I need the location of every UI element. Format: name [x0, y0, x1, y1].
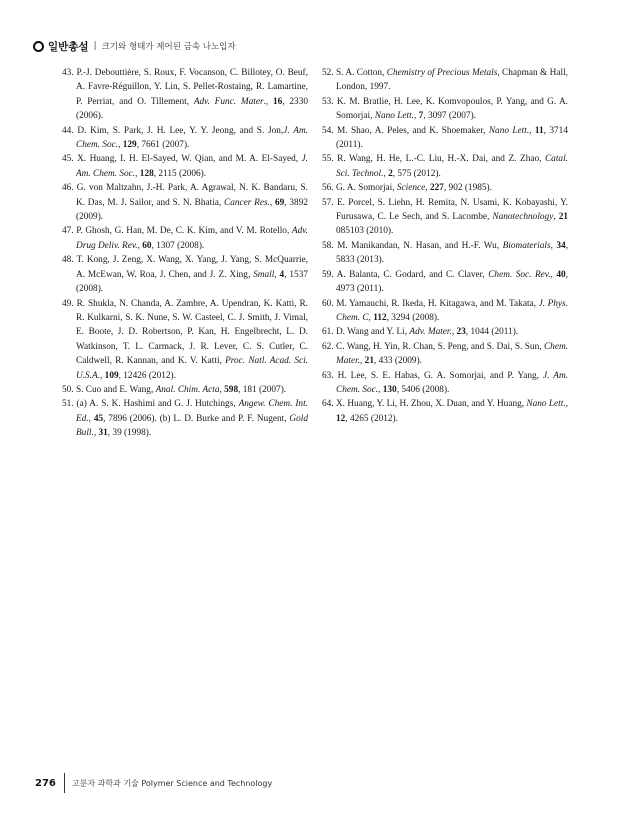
reference-item [322, 325, 568, 339]
reference-journal: Nano Lett. [374, 111, 415, 122]
reference-pages-year: , 1537 (2008). [76, 269, 308, 295]
header-separator: | [93, 41, 97, 51]
reference-volume: 112 [373, 312, 387, 323]
reference-volume: 34 [556, 240, 566, 251]
reference-journal: J. Am. Chem. Soc. [76, 125, 308, 151]
reference-number: 61. [322, 327, 336, 338]
running-header [33, 38, 236, 54]
reference-pages-year: , Chapman & Hall, London, 1997. [336, 68, 568, 93]
reference-punct: , [425, 183, 430, 194]
reference-volume: 21 [558, 212, 568, 223]
reference-authors: A. Balanta, C. Godard, and C. Claver, [336, 269, 489, 280]
reference-number: 63. [322, 370, 338, 381]
reference-punct: , [360, 356, 365, 367]
reference-authors: R. Wang, H. He, L.-C. Liu, H.-X. Dai, and Z. Zhao, [337, 154, 545, 165]
reference-authors: M. Manikandan, N. Hasan, and H.-F. Wu, [337, 240, 503, 251]
reference-pages-year: , 2115 (2006). [153, 168, 207, 179]
reference-item [62, 253, 308, 296]
reference-journal: Small [253, 269, 275, 280]
reference-item [322, 66, 568, 95]
reference-authors: R. Shukla, N. Chanda, A. Zambre, A. Upendran, K. Katti, R. R. Kulkarni, S. K. Nune, S. W. Casteel, C. J. Smith, J. Vimal, E. Boote, J. D. Robertson, P. Kan, H. Engelbrecht, L. D. Watkinson, T. L. Carmack, J. R. Lever, C. S. Cutler, C. Caldwell, R. Kannan, and K. V. Katti, [76, 298, 309, 367]
page-number: 276 [35, 777, 56, 789]
reference-volume: 21 [364, 356, 374, 367]
reference-number: 54. [322, 125, 337, 136]
reference-pages-year: , 575 (2012). [392, 168, 441, 179]
reference-number: 51. [62, 399, 77, 410]
reference-pages-year: , 902 (1985). [443, 183, 492, 194]
reference-journal: J. Am. Chem. Soc. [76, 154, 308, 179]
reference-volume: 40 [556, 269, 566, 280]
reference-volume: 227 [429, 183, 444, 194]
reference-authors: M. Yamauchi, R. Ikeda, H. Kitagawa, and M. Takata, [336, 298, 539, 309]
reference-pages-year: , 2330 (2006). [76, 96, 308, 122]
reference-pages-year: 085103 (2010). [336, 226, 394, 237]
reference-punct: , [137, 240, 143, 251]
reference-authors: (a) A. S. K. Hashimi and G. J. Hutchings, [76, 399, 239, 410]
reference-journal: Proc. Natl. Acad. Sci. U.S.A. [76, 356, 308, 381]
reference-pages-year: , 7896 (2006). (b) L. D. Burke and P. F. Nugent, [103, 413, 290, 424]
reference-volume: 598 [224, 384, 239, 395]
reference-punct: , [93, 428, 99, 439]
reference-authors: P. Ghosh, G. Han, M. De, C. K. Kim, and V. M. Rotello, [76, 226, 292, 237]
reference-number: 53. [322, 96, 337, 107]
reference-item [322, 397, 568, 426]
reference-punct: , [135, 168, 140, 179]
reference-punct: , [378, 384, 383, 395]
reference-pages-year: , 4973 (2011). [336, 269, 568, 295]
reference-authors: G. von Maltzahn, J.-H. Park, A. Agrawal, N. K. Bandaru, S. K. Das, M. J. Sailor, and S. N. Bhatia, [76, 183, 308, 208]
reference-punct: , [451, 327, 457, 338]
reference-pages-year: , 3714 (2011). [336, 125, 568, 151]
reference-journal: Adv. Drug Deliv. Rev. [76, 226, 308, 251]
reference-volume: 4 [279, 269, 285, 280]
reference-item [322, 196, 568, 239]
article-topic: 크기와 형태가 제어된 금속 나노입자 [101, 42, 236, 52]
reference-number: 46. [62, 183, 77, 194]
reference-pages-year: , 1044 (2011). [465, 327, 519, 338]
running-footer [35, 772, 272, 794]
reference-journal: Chem. Soc. Rev. [488, 269, 551, 280]
reference-pages-year: , 3892 (2009). [76, 197, 308, 223]
reference-volume: 7 [418, 111, 424, 122]
reference-journal: Nano Lett. [526, 399, 566, 410]
reference-item [322, 369, 568, 398]
reference-number: 59. [322, 269, 337, 280]
reference-punct: ., [263, 96, 274, 107]
reference-authors: C. Wang, H. Yin, R. Chan, S. Peng, and S. Dai, S. Sun, [336, 341, 544, 352]
reference-punct: , [100, 370, 105, 381]
reference-number: 62. [322, 341, 337, 352]
reference-number: 58. [322, 240, 338, 251]
reference-punct: , [565, 399, 569, 410]
reference-item [322, 239, 568, 268]
reference-punct: , [118, 140, 123, 151]
reference-item [62, 66, 308, 124]
reference-number: 49. [62, 298, 77, 309]
reference-authors: T. Kong, J. Zeng, X. Wang, X. Yang, J. Yang, S. McQuarrie, A. McEwan, W. Roa, J. Chen, and J. Z. Xing, [76, 255, 308, 280]
reference-number: 43. [62, 68, 77, 78]
reference-volume: 130 [382, 384, 397, 395]
reference-authors: P.-J. Debouttière, S. Roux, F. Vocanson, C. Billotey, O. Beuf, A. Favre-Réguillon, Y. Lin, S. Pellet-Rostaing, R. Lamartine, P. Perriat, and O. Tillement, [76, 68, 308, 107]
reference-item [322, 268, 568, 297]
reference-punct: , [529, 125, 535, 136]
reference-pages-year: , 5833 (2013). [336, 240, 569, 266]
reference-journal: Chem. Mater. [336, 341, 568, 367]
reference-item [62, 224, 308, 253]
reference-number: 55. [322, 154, 338, 165]
reference-volume: 109 [104, 370, 119, 381]
reference-pages-year: , 39 (1998). [107, 428, 152, 439]
reference-pages-year: , 1307 (2008). [151, 240, 205, 251]
reference-journal: J. Phys. Chem. C [336, 298, 568, 323]
references-right-column [322, 66, 568, 426]
reference-volume: 11 [534, 125, 544, 136]
reference-number: 60. [322, 298, 337, 309]
reference-pages-year: , 5406 (2008). [396, 384, 450, 395]
reference-authors: K. M. Bratlie, H. Lee, K. Komvopoulos, P. Yang, and G. A. Somorjai, [336, 96, 568, 122]
reference-item [62, 297, 308, 383]
footer-divider [64, 773, 65, 793]
reference-pages-year: , 3097 (2007). [423, 111, 477, 122]
reference-punct: , [269, 197, 275, 208]
reference-item [322, 124, 568, 153]
reference-pages-year: , 7661 (2007). [136, 140, 190, 151]
reference-authors: X. Huang, Y. Li, H. Zhou, X. Duan, and Y. Huang, [335, 399, 527, 410]
reference-pages-year: , 3294 (2008). [386, 312, 440, 323]
reference-journal: Angew. Chem. Int. Ed. [76, 399, 308, 424]
reference-number: 45. [62, 154, 78, 165]
reference-item [62, 124, 308, 153]
reference-authors: S. Cuo and E. Wang, [75, 384, 156, 395]
journal-name: 고분자 과학과 기술 Polymer Science and Technology [71, 778, 273, 788]
reference-punct: , [219, 384, 225, 395]
reference-number: 56. [322, 183, 336, 194]
reference-volume: 69 [275, 197, 285, 208]
reference-pages-year: , 4265 (2012). [345, 413, 398, 424]
reference-authors: E. Porcel, S. Liehn, H. Remita, N. Usami, K. Kobayashi, Y. Furusawa, C. Le Sech, and S. Lacombe, [336, 197, 569, 223]
reference-item [322, 340, 568, 369]
reference-journal: Nanotechnology [492, 212, 554, 223]
reference-pages-year: , 181 (2007). [238, 384, 287, 395]
reference-pages-year: , 12426 (2012). [118, 370, 176, 381]
reference-punct: , [550, 240, 557, 251]
reference-punct: , [274, 269, 280, 280]
reference-punct: , [88, 413, 94, 424]
reference-item [322, 152, 568, 181]
reference-authors: G. A. Somorjai, [335, 183, 397, 194]
reference-volume: 60 [142, 240, 152, 251]
reference-volume: 128 [139, 168, 154, 179]
section-label: 일반총설 [48, 40, 89, 53]
reference-authors: M. Shao, A. Peles, and K. Shoemaker, [337, 125, 489, 136]
reference-journal: Adv. Mater. [409, 327, 452, 338]
reference-number: 50. [62, 384, 76, 395]
reference-journal: Biomaterials [502, 240, 551, 251]
reference-authors: S. A. Cotton, [336, 68, 387, 78]
reference-number: 57. [322, 197, 337, 208]
reference-number: 47. [62, 226, 77, 237]
reference-journal: Catal. Sci. Technol. [336, 154, 568, 179]
reference-number: 52. [322, 68, 336, 78]
reference-item [62, 181, 308, 224]
reference-journal: Adv. Func. Mater [193, 96, 264, 107]
reference-journal: Chemistry of Precious Metals [386, 68, 498, 78]
reference-volume: 45 [93, 413, 104, 424]
reference-pages-year: , 433 (2009). [373, 356, 422, 367]
reference-journal: J. Am. Chem. Soc. [336, 370, 568, 395]
reference-item [322, 297, 568, 326]
reference-journal: Gold Bull. [76, 413, 308, 439]
reference-journal: Anal. Chim. Acta [155, 384, 220, 395]
reference-item [322, 181, 568, 195]
reference-journal: Cancer Res. [224, 197, 270, 208]
reference-number: 64. [322, 399, 336, 410]
reference-item [62, 383, 308, 397]
reference-item [62, 397, 308, 440]
reference-item [62, 152, 308, 181]
reference-volume: 129 [122, 140, 137, 151]
reference-volume: 12 [336, 413, 346, 424]
reference-volume: 23 [456, 327, 466, 338]
reference-item [322, 95, 568, 124]
reference-volume: 16 [273, 96, 283, 107]
references-left-column [62, 66, 308, 441]
reference-punct: , [368, 312, 374, 323]
reference-volume: 2 [388, 168, 393, 179]
reference-authors: D. Wang and Y. Li, [335, 327, 410, 338]
reference-authors: X. Huang, I. H. El-Sayed, W. Qian, and M. A. El-Sayed, [77, 154, 302, 165]
reference-punct: , [550, 269, 557, 280]
reference-number: 44. [62, 125, 78, 136]
reference-authors: D. Kim, S. Park, J. H. Lee, Y. Y. Jeong, and S. Jon, [77, 125, 284, 136]
reference-punct: , [414, 111, 419, 122]
reference-number: 48. [62, 255, 77, 266]
reference-journal: Science [396, 183, 426, 194]
reference-journal: Nano Lett. [488, 125, 530, 136]
reference-volume: 31 [98, 428, 108, 439]
reference-punct: , [383, 168, 389, 179]
reference-authors: H. Lee, S. E. Habas, G. A. Somorjai, and P. Yang, [337, 370, 543, 381]
reference-punct: , [553, 212, 559, 223]
ring-bullet-icon [33, 41, 44, 52]
